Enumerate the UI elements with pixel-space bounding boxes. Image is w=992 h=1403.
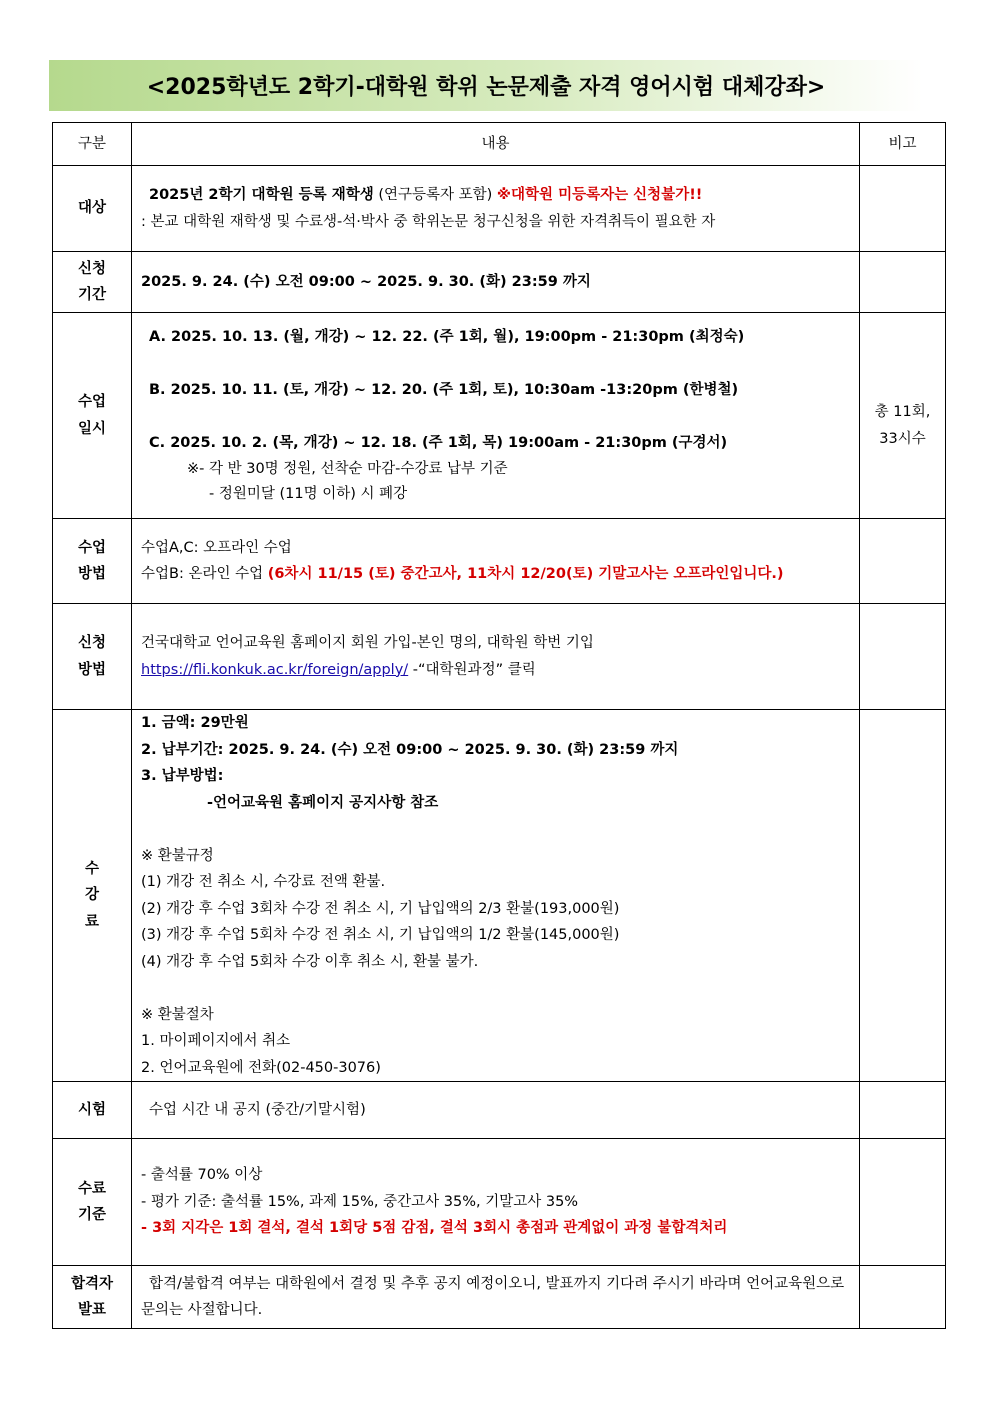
label-completion-2: 기준 [77, 1207, 106, 1223]
procedure-step-1: 1. 마이페이지에서 취소 [141, 1033, 291, 1049]
label-apply-period-2: 기간 [77, 287, 106, 303]
label-class-schedule-1: 수업 [77, 394, 106, 410]
content-exam [132, 1082, 860, 1139]
procedure-step-2: 2. 언어교육원에 전화(02-450-3076) [141, 1059, 381, 1076]
target-main: 2025년 2학기 대학원 등록 재학생 [149, 187, 374, 203]
content-class-schedule [132, 313, 860, 519]
remark-completion [860, 1139, 946, 1266]
target-line2: : 본교 대학원 재학생 및 수료생-석·박사 중 학위논문 청구신청을 위한 자격취득이 필요한 자 [141, 213, 716, 230]
announcement-text: 합격/불합격 여부는 대학원에서 결정 및 추후 공지 예정이오니, 발표까지 기다려 주시기 바라며 언어교육원으로 문의는 사절합니다. [141, 1275, 845, 1318]
remark-apply-period [860, 252, 946, 313]
schedule-note-2: - 정원미달 (11명 이하) 시 폐강 [209, 485, 408, 502]
header-remarks: 비고 [860, 123, 946, 166]
content-apply-method [132, 604, 860, 710]
title-banner [49, 60, 923, 111]
label-tuition-2: 강 [84, 887, 99, 904]
target-line1 [141, 182, 851, 209]
label-class-schedule-2: 일시 [77, 420, 106, 437]
header-category: 구분 [53, 123, 132, 166]
content-announcement [132, 1266, 860, 1329]
label-class-method-1: 수업 [77, 539, 106, 556]
row-class-method [53, 519, 946, 604]
row-class-schedule [53, 313, 946, 519]
exam-text: 수업 시간 내 공지 (중간/기말시험) [149, 1101, 366, 1118]
label-announcement-1: 합격자 [70, 1275, 114, 1292]
spacer [141, 404, 851, 431]
procedure-title: ※ 환불절차 [141, 1006, 214, 1023]
label-completion [53, 1139, 132, 1266]
row-completion [53, 1139, 946, 1266]
label-apply-method [53, 604, 132, 710]
remark-sessions: 총 11회, [874, 404, 931, 420]
class-method-warning: (6차시 11/15 (토) 중간고사, 11차시 12/20(토) 기말고사는 오프라인입니다.) [267, 566, 784, 582]
remark-tuition [860, 710, 946, 1082]
page-title: <2025학년도 2학기-대학원 학위 논문제출 자격 영어시험 대체강좌> [146, 75, 826, 100]
spacer [141, 816, 851, 843]
tuition-pay-method-detail: -언어교육원 홈페이지 공지사항 참조 [207, 794, 439, 811]
row-apply-method [53, 604, 946, 710]
content-class-method [132, 519, 860, 604]
tuition-pay-period: 2. 납부기간: 2025. 9. 24. (수) 오전 09:00 ~ 2025. 9. 30. (화) 23:59 까지 [141, 741, 679, 758]
header-row [53, 123, 946, 166]
completion-evaluation: - 평가 기준: 출석률 15%, 과제 15%, 중간고사 35%, 기말고사 35% [141, 1193, 579, 1210]
schedule-section-b: B. 2025. 10. 11. (토, 개강) ~ 12. 20. (주 1회, 토), 10:30am -13:20pm (한병철) [149, 382, 739, 399]
label-tuition [53, 710, 132, 1082]
spacer [141, 975, 851, 1002]
apply-method-line1: 건국대학교 언어교육원 홈페이지 회원 가입-본인 명의, 대학원 학번 기입 [141, 635, 594, 651]
header-content: 내용 [132, 123, 860, 166]
target-note: (연구등록자 포함) [373, 187, 497, 203]
class-method-line2 [141, 561, 851, 588]
label-class-method [53, 519, 132, 604]
class-method-line1: 수업A,C: 오프라인 수업 [141, 539, 292, 556]
label-apply-period [53, 252, 132, 313]
label-class-schedule [53, 313, 132, 519]
row-target [53, 166, 946, 252]
label-target: 대상 [53, 166, 132, 252]
label-apply-method-2: 방법 [77, 661, 106, 678]
remark-announcement [860, 1266, 946, 1329]
refund-rule-4: (4) 개강 후 수업 5회차 수강 이후 취소 시, 환불 불가. [141, 953, 479, 970]
apply-method-line2 [141, 657, 851, 684]
label-apply-period-1: 신청 [77, 260, 106, 277]
target-warning: ※대학원 미등록자는 신청불가!! [496, 187, 703, 203]
label-completion-1: 수료 [77, 1180, 106, 1197]
refund-rule-3: (3) 개강 후 수업 5회차 수강 전 취소 시, 기 납입액의 1/2 환불(145,000원) [141, 927, 620, 943]
label-announcement-2: 발표 [77, 1302, 106, 1318]
class-method-online: 수업B: 온라인 수업 [141, 566, 268, 582]
label-tuition-3: 료 [84, 913, 99, 930]
remark-target [860, 166, 946, 252]
remark-exam [860, 1082, 946, 1139]
spacer [141, 351, 851, 378]
schedule-section-a: A. 2025. 10. 13. (월, 개강) ~ 12. 22. (주 1회, 월), 19:00pm - 21:30pm (최정숙) [149, 329, 745, 346]
remark-apply-method [860, 604, 946, 710]
completion-warning: - 3회 지각은 1회 결석, 결석 1회당 5점 감점, 결석 3회시 총점과 관계없이 과정 불합격처리 [141, 1220, 728, 1237]
label-class-method-2: 방법 [77, 566, 106, 582]
apply-period-text: 2025. 9. 24. (수) 오전 09:00 ~ 2025. 9. 30. (화) 23:59 까지 [132, 252, 860, 313]
row-announcement [53, 1266, 946, 1329]
remark-class-method [860, 519, 946, 604]
label-tuition-1: 수 [84, 860, 99, 877]
remark-hours: 33시수 [879, 430, 926, 447]
schedule-section-c: C. 2025. 10. 2. (목, 개강) ~ 12. 18. (주 1회, 목) 19:00am - 21:30pm (구경서) [149, 435, 728, 452]
apply-link[interactable]: https://fli.konkuk.ac.kr/foreign/apply/ [141, 661, 409, 678]
row-apply-period [53, 252, 946, 313]
content-completion [132, 1139, 860, 1266]
label-announcement [53, 1266, 132, 1329]
content-target [132, 166, 860, 252]
content-tuition [132, 710, 860, 1082]
refund-title: ※ 환불규정 [141, 847, 214, 864]
schedule-note-1: ※- 각 반 30명 정원, 선착순 마감-수강료 납부 기준 [187, 460, 508, 477]
tuition-pay-method: 3. 납부방법: [141, 768, 224, 784]
apply-link-suffix: -“대학원과정” 클릭 [408, 661, 536, 678]
row-exam [53, 1082, 946, 1139]
remark-class-schedule [860, 313, 946, 519]
label-exam: 시험 [53, 1082, 132, 1139]
completion-attendance: - 출석률 70% 이상 [141, 1167, 263, 1184]
row-tuition [53, 710, 946, 1082]
label-apply-method-1: 신청 [77, 635, 106, 651]
refund-rule-1: (1) 개강 전 취소 시, 수강료 전액 환불. [141, 874, 386, 890]
info-table [52, 122, 946, 1329]
tuition-amount: 1. 금액: 29만원 [141, 715, 249, 731]
refund-rule-2: (2) 개강 후 수업 3회차 수강 전 취소 시, 기 납입액의 2/3 환불(193,000원) [141, 900, 620, 917]
